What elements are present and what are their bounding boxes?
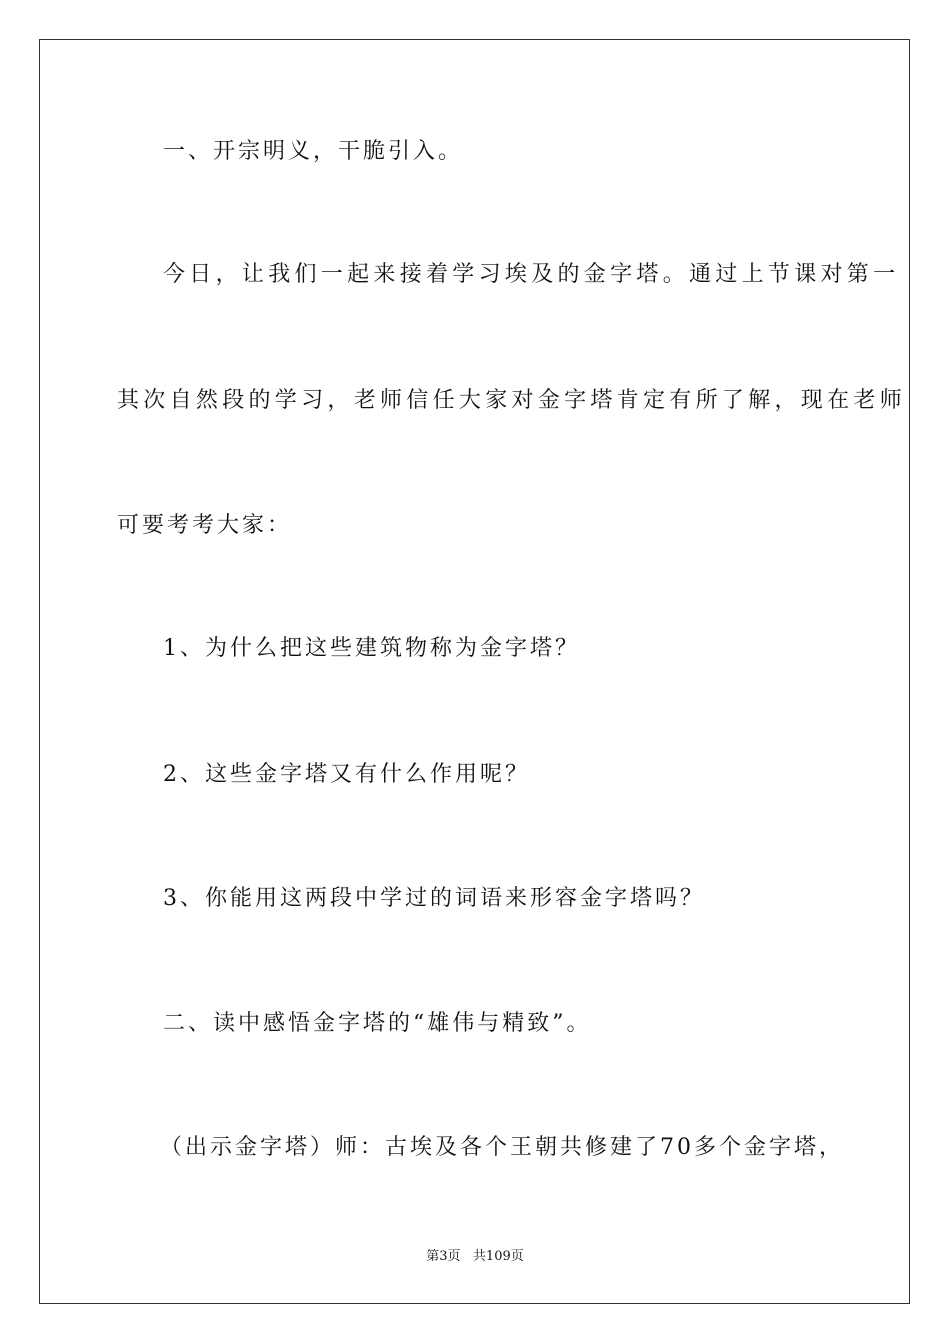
- paragraph-heading-1: 一、开宗明义，干脆引入。: [163, 139, 464, 164]
- question-item-2: 2、这些金字塔又有什么作用呢？: [163, 762, 530, 787]
- page-border: [39, 39, 910, 1304]
- paragraph-line: 今日，让我们一起来接着学习埃及的金字塔。通过上节课对第一: [163, 262, 900, 287]
- paragraph-line: （出示金字塔）师：古埃及各个王朝共修建了70多个金字塔，: [160, 1135, 844, 1160]
- question-item-3: 3、你能用这两段中学过的词语来形容金字塔吗？: [163, 886, 705, 911]
- paragraph-line: 其次自然段的学习，老师信任大家对金字塔肯定有所了解，现在老师: [117, 388, 907, 413]
- paragraph-line: 可要考考大家：: [117, 513, 293, 538]
- paragraph-heading-2: 二、读中感悟金字塔的“雄伟与精致”。: [163, 1011, 592, 1036]
- page-number-footer: 第3页 共109页: [426, 1249, 524, 1264]
- question-item-1: 1、为什么把这些建筑物称为金字塔？: [163, 636, 580, 661]
